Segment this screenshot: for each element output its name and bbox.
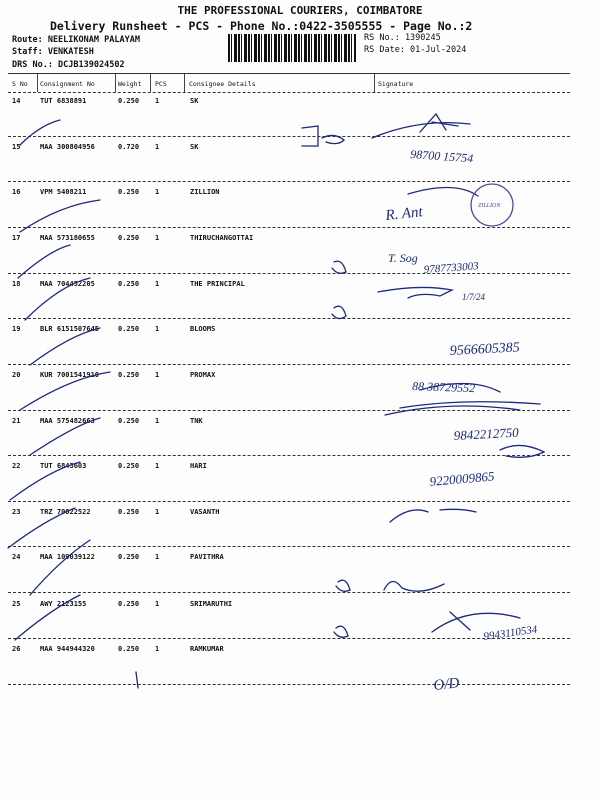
pcs: 1 (155, 97, 160, 105)
pcs: 1 (155, 508, 160, 516)
consignee: HARI (190, 462, 207, 470)
consignee: VASANTH (190, 508, 220, 516)
consignment-no: MAA 109039122 (40, 553, 95, 561)
serial-no: 18 (12, 280, 21, 288)
weight: 0.250 (118, 97, 140, 105)
route-label: Route: NEELIKONAM PALAYAM (12, 35, 140, 45)
header-consignee: Consignee Details (189, 80, 256, 88)
consignment-no: MAA 573180655 (40, 234, 95, 242)
handwritten-phone-row15: 98700 15754 (409, 147, 474, 166)
serial-no: 26 (12, 645, 21, 653)
weight: 0.250 (118, 645, 140, 653)
consignment-no: KUR 7001541910 (40, 371, 100, 379)
handwritten-phone-row25: 9943110534 (482, 623, 539, 643)
pcs: 1 (155, 371, 160, 379)
drs-number: DRS No.: DCJB139024502 (12, 60, 125, 70)
weight: 0.250 (118, 234, 140, 242)
pcs: 1 (155, 143, 160, 151)
consignment-no: AWY 2123155 (40, 600, 87, 608)
delivery-tick (20, 120, 60, 145)
runsheet-title: Delivery Runsheet - PCS - Phone No.:0422-3505555 - Page No.:2 (50, 19, 473, 33)
serial-no: 22 (12, 462, 21, 470)
header-sno: S No (12, 80, 28, 88)
consignee: BLOOMS (190, 325, 216, 333)
mark-row18 (332, 306, 346, 318)
consignment-no: VPM 5408211 (40, 188, 87, 196)
pcs: 1 (155, 600, 160, 608)
consignment-no: TUT 6838891 (40, 97, 87, 105)
weight: 0.250 (118, 600, 140, 608)
serial-no: 25 (12, 600, 21, 608)
header-weight: Weight (118, 80, 142, 88)
company-title: THE PROFESSIONAL COURIERS, COIMBATORE (177, 4, 423, 17)
handwritten-phone-row21: 9842212750 (453, 424, 520, 443)
staff-label: Staff: VENKATESH (12, 47, 94, 57)
weight: 0.250 (118, 553, 140, 561)
delivery-tick (30, 418, 100, 455)
weight: 0.250 (118, 371, 140, 379)
pcs: 1 (155, 462, 160, 470)
consignee: SRIMARUTHI (190, 600, 233, 608)
consignment-no: MAA 300804956 (40, 143, 95, 151)
consignee: THE PRINCIPAL (190, 280, 245, 288)
weight: 0.250 (118, 325, 140, 333)
header-consignment: Consignment No (40, 80, 95, 88)
rs-date: RS Date: 01-Jul-2024 (364, 45, 467, 55)
mark-row24 (336, 580, 350, 591)
consignee: PAVITHRA (190, 553, 224, 561)
delivery-tick (30, 540, 90, 595)
handwritten-name-row17: T. Sog (388, 251, 418, 265)
pcs: 1 (155, 188, 160, 196)
serial-no: 17 (12, 234, 21, 242)
serial-no: 21 (12, 417, 21, 425)
pcs: 1 (155, 325, 160, 333)
weight: 0.250 (118, 462, 140, 470)
delivery-tick (15, 595, 80, 640)
consignment-no: BLR 6151507645 (40, 325, 100, 333)
handwritten-sign-row16: R. Ant (384, 204, 424, 224)
delivery-tick (20, 200, 100, 232)
delivery-tick (10, 462, 80, 500)
handwritten-phone-row17: 9787733003 (423, 260, 480, 276)
signature-row18 (378, 287, 452, 298)
pcs: 1 (155, 645, 160, 653)
consignee: THIRUCHANGOTTAI (190, 234, 254, 242)
serial-no: 24 (12, 553, 21, 561)
header-pcs: PCS (155, 80, 167, 88)
pcs: 1 (155, 417, 160, 425)
consignee: SK (190, 97, 199, 105)
mark-row17 (332, 261, 346, 273)
delivery-tick (18, 245, 70, 278)
serial-no: 16 (12, 188, 21, 196)
signature-row16 (408, 187, 478, 196)
rs-number: RS No.: 1390245 (364, 33, 441, 43)
pcs: 1 (155, 280, 160, 288)
pcs: 1 (155, 234, 160, 242)
handwritten-mark-row26: O/D (432, 675, 461, 694)
weight: 0.720 (118, 143, 140, 151)
consignment-no: TUT 6843603 (40, 462, 87, 470)
handwritten-phone-row19: 9566605385 (449, 340, 521, 359)
weight: 0.250 (118, 508, 140, 516)
header-signature: Signature (378, 80, 414, 88)
weight: 0.250 (118, 417, 140, 425)
signature-row14 (372, 114, 470, 138)
handwritten-phone-row20: 88 38729552 (411, 379, 476, 396)
consignee: ZILLION (190, 188, 220, 196)
consignment-no: TRZ 70022522 (40, 508, 91, 516)
serial-no: 15 (12, 143, 21, 151)
consignment-no: MAA 704452205 (40, 280, 95, 288)
serial-no: 23 (12, 508, 21, 516)
serial-no: 19 (12, 325, 21, 333)
stamp-text: ZILLION (478, 203, 501, 209)
mark-row25 (334, 626, 348, 637)
handwritten-phone-row22: 9220009865 (428, 468, 496, 489)
consignee: SK (190, 143, 199, 151)
signature-row22 (500, 445, 544, 457)
delivery-tick (20, 372, 110, 410)
consignee: PROMAX (190, 371, 216, 379)
consignee: RAMKUMAR (190, 645, 224, 653)
pcs: 1 (155, 553, 160, 561)
signature-row23 (390, 509, 476, 522)
serial-no: 20 (12, 371, 21, 379)
consignment-no: MAA 944944320 (40, 645, 95, 653)
handwritten-date-row18: 1/7/24 (462, 292, 486, 302)
delivery-tick (30, 328, 100, 365)
delivery-tick (8, 508, 75, 548)
delivery-tick (136, 672, 138, 688)
consignment-no: MAA 575482663 (40, 417, 95, 425)
weight: 0.250 (118, 280, 140, 288)
serial-no: 14 (12, 97, 21, 105)
signature-row14 (302, 126, 344, 146)
signature-row24 (384, 581, 444, 591)
weight: 0.250 (118, 188, 140, 196)
consignee: TNK (190, 417, 203, 425)
delivery-tick (25, 278, 90, 320)
